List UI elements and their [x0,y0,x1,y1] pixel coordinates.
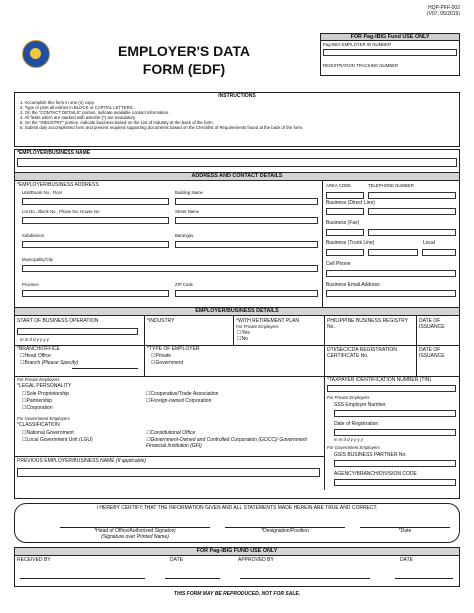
classification-label: *CLASSIFICATION [17,422,60,428]
gocc-checkbox[interactable]: ☐ Government-Owned and Controlled Corporation (GOCC)/ Government Financial Institution (GFI) [146,438,324,450]
previous-employer-field[interactable] [17,468,320,477]
date-reg-format: m m d d y y y y [334,437,363,442]
telephone-field[interactable] [368,192,456,199]
form-title: EMPLOYER'S DATA FORM (EDF) [118,43,250,77]
tin-gov-note: For Government Employers [327,445,380,450]
gsis-label: GSIS BUSINESS PARTNER No. [334,452,407,458]
area-code-label: AREA CODE [326,183,352,188]
cell-field[interactable] [326,270,456,277]
direct-line-field[interactable] [368,208,456,215]
branch-checkbox[interactable]: ☐ Branch [20,360,40,366]
sss-label: SSS Employer Number [334,402,386,408]
approved-label: APPROVED BY [238,557,274,563]
fax-area-field[interactable] [326,229,364,236]
gov-employers-note: For Government Employers [17,416,70,421]
industry-label: *INDUSTRY [147,318,175,324]
previous-employer-label: PREVIOUS EMPLOYER/BUSINESS NAME (If applicable) [17,458,146,464]
address-label: *EMPLOYER/BUSINESS ADDRESS [17,182,99,188]
government-checkbox[interactable]: ☐ Government [151,361,183,367]
received-label: RECEIVED BY [17,557,51,563]
start-operation-label: START OF BUSINESS OPERATION [17,318,99,324]
tracking-label: REGISTRATION TRACKING NUMBER [323,63,399,68]
details-band: EMPLOYER/BUSINESS DETAILS [14,307,460,316]
designation-label: *Designation/Position [261,528,309,534]
barangay-field[interactable] [175,241,318,248]
trunk-line-label: Business (Trunk Line) [326,240,375,246]
fax-label: Business (Fax) [326,220,360,226]
street-label: Street Name [175,209,200,214]
form-code: HQP-PFF-002 (V07, 05/2019) [426,5,460,17]
retirement-sub: For Private Employers [236,324,279,329]
partnership-checkbox[interactable]: ☐ Partnership [22,399,52,405]
tin-field[interactable] [327,385,456,392]
private-checkbox[interactable]: ☐ Private [151,354,171,360]
tin-label: *TAXPAYER IDENTIFICATION NUMBER (TIN) [327,377,432,383]
lot-label: Lot No., Block No., Phase No. House No [22,209,100,214]
date-format-hint: m m d d y y y y [20,337,49,342]
employer-id-field[interactable] [323,49,457,56]
fax-field[interactable] [368,229,456,236]
direct-area-field[interactable] [326,208,364,215]
signatory-sub: (Signature over Printed Name) [101,534,169,540]
footer-note: THIS FORM MAY BE REPRODUCED. NOT FOR SALE. [173,591,301,597]
trunk-area-field[interactable] [326,249,364,256]
agency-field[interactable] [334,479,456,486]
branch-row [20,361,78,367]
legal-personality-label: *LEGAL PERSONALITY [17,383,72,389]
constitutional-checkbox[interactable]: ☐ Constitutional Office [146,431,195,437]
instructions-list: 1. Accomplish this form in one (1) copy. 2. Type or print all entries in BLOCK or CAPITAL LETTERS. 3. On the "CONTACT DETAILS" portion, indicate available contact information. 4. All fields which are marked with asterisk (*) are mandatory. 5. On the "INDUSTRY" portion, indicate business based on the List of Industry at the back of the form. 6. Submit duly accomplished form and present required supporting documents based on the Checklist of Requirements found at the back of the form. [20,100,304,130]
street-field[interactable] [175,217,318,224]
private-employers-note: For Private Employers [17,377,60,382]
corporation-checkbox[interactable]: ☐ Corporation [22,406,53,412]
signatory-label: *Head of Office/Authorized Signatory [94,528,176,534]
head-office-checkbox[interactable]: ☐ Head Office [20,354,51,360]
date-registration-field[interactable] [334,429,456,436]
dti-label: DTI/SEC/CDA REGISTRATION CERTIFICATE No. [327,347,397,359]
foreign-checkbox[interactable]: ☐ Foreign-owned Corporation [146,399,211,405]
issuance-label-1: DATE OF ISSUANCE [419,318,445,330]
local-label: Local [423,240,435,246]
sole-checkbox[interactable]: ☐ Sole Proprietorship [22,392,69,398]
barangay-label: Barangay [175,233,194,238]
tin-private-note: For Private Employers [327,395,370,400]
building-label: Building Name [175,190,203,195]
municipality-label: Municipality/City [22,257,54,262]
municipality-field[interactable] [22,265,318,272]
zip-field[interactable] [175,290,318,297]
start-operation-field[interactable] [17,328,138,335]
agency-label: AGENCY/BRANCH/DIVISION CODE [334,471,417,477]
email-field[interactable] [326,290,456,297]
building-field[interactable] [175,198,318,205]
approved-date-label: DATE [400,557,413,563]
trunk-line-field[interactable] [368,249,418,256]
lot-field[interactable] [22,217,169,224]
gsis-field[interactable] [334,460,456,467]
type-employer-label: *TYPE OF EMPLOYER [147,346,200,352]
employer-id-label: Pag-IBIG EMPLOYER ID NUMBER [323,42,392,47]
lgu-checkbox[interactable]: ☐ Local Government Unit (LGU) [22,438,93,444]
pag-ibig-logo [22,40,50,68]
email-label: Business Email Address [326,282,380,288]
direct-line-label: Business (Direct Line) [326,200,375,206]
retirement-no-checkbox[interactable]: ☐ No [237,337,248,343]
footer-fund-band: FOR Pag-IBIG FUND USE ONLY [14,547,460,556]
instructions-title: INSTRUCTIONS [218,93,256,99]
retirement-yes-checkbox[interactable]: ☐ Yes [237,331,250,337]
subdivision-field[interactable] [22,241,169,248]
province-label: Province [22,282,39,287]
telephone-label: TELEPHONE NUMBER [368,183,414,188]
certification-text: I HEREBY CERTIFY THAT THE INFORMATION GIVEN AND ALL STATEMENTS MADE HEREIN ARE TRUE AND CORRECT. [96,505,378,511]
branch-office-label: *BRANCH/OFFICE [17,346,60,352]
cooperative-checkbox[interactable]: ☐ Cooperative/Trade Association [146,392,218,398]
ph-registry-label: PHILIPPINE BUSINESS REGISTRY No. [327,318,408,330]
area-code-field[interactable] [326,192,364,199]
date-registration-label: Date of Registration [334,421,379,427]
sss-field[interactable] [334,410,456,417]
cell-label: Cell Phone [326,261,351,267]
zip-label: ZIP Code [175,282,194,287]
cert-date-label: *Date [398,528,412,534]
retirement-label: *WITH RETIREMENT PLAN [236,318,299,324]
received-date-label: DATE [170,557,183,563]
unit-label: Unit/Room No., Floor [22,190,63,195]
local-field[interactable] [422,249,456,256]
fund-use-title: FOR Pag-IBIG Fund USE ONLY [320,33,460,41]
issuance-label-2: DATE OF ISSUANCE [419,347,445,359]
unit-field[interactable] [22,198,169,205]
national-checkbox[interactable]: ☐ National Government [22,431,74,437]
employer-name-label: *EMPLOYER/BUSINESS NAME [17,150,91,156]
subdivision-label: Subdivision [22,233,44,238]
employer-name-field[interactable] [17,158,457,167]
address-band: ADDRESS AND CONTACT DETAILS [14,172,460,181]
branch-specify: (Please Specify) [41,360,79,366]
province-field[interactable] [22,290,169,297]
